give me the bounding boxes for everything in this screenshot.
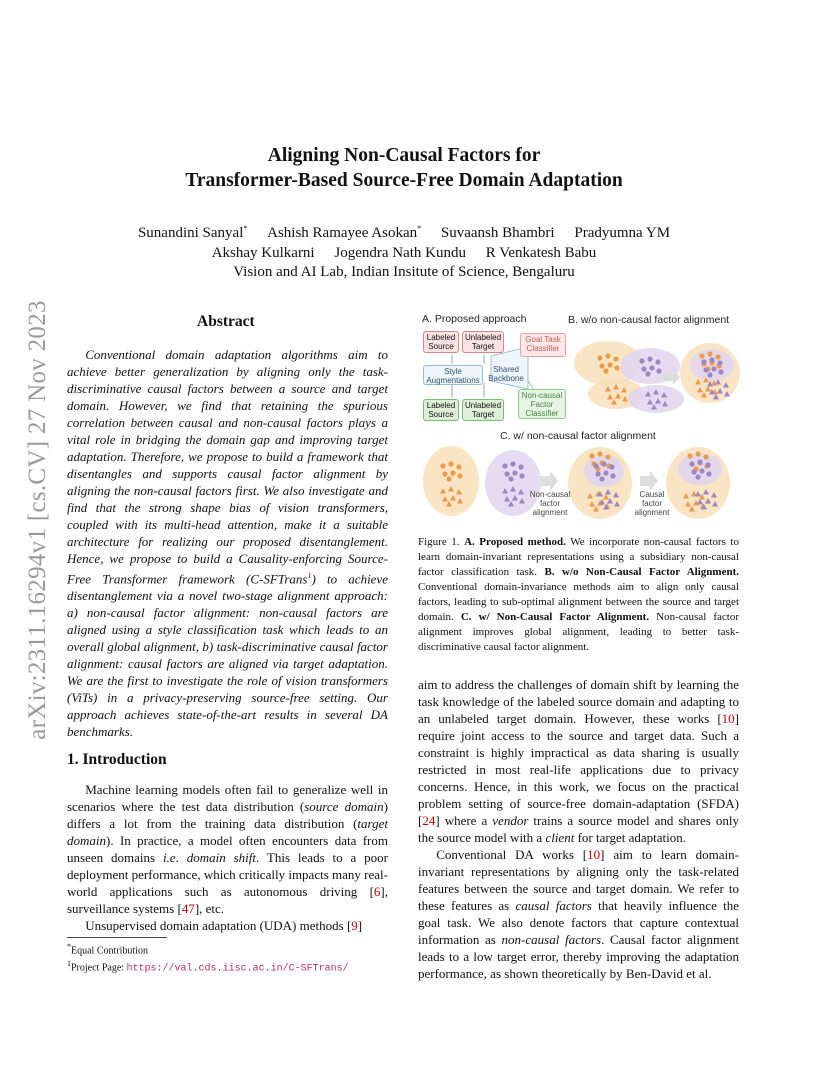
cluster-dot — [697, 459, 702, 464]
project-url-link[interactable]: https://val.cds.iisc.ac.in/C-SFTrans/ — [126, 963, 349, 975]
title-line-1: Aligning Non-Causal Factors for — [267, 145, 541, 166]
footnote-project-page: $^1$Project Page: https://val.cds.iisc.ac.in/C-SFTrans/ — [67, 959, 349, 975]
footnote-divider — [67, 937, 167, 938]
citation-link[interactable]: 10 — [721, 711, 735, 726]
goal-task-classifier-box: Goal Task Classifier — [520, 333, 566, 357]
cluster-dot — [707, 372, 712, 377]
cluster-dot — [647, 356, 652, 361]
shared-backbone-label: Shared Backbone — [488, 365, 524, 383]
arxiv-identifier: arXiv:2311.16294v1 [cs.CV] 27 Nov 2023 — [24, 300, 51, 740]
author: Akshay Kulkarni — [211, 244, 315, 261]
cluster-dot — [706, 471, 711, 476]
labeled-source-box-bottom: Labeled Source — [423, 399, 459, 421]
abstract-text: Conventional domain adaptation algorithms aim to achieve better generalization by aligning only the task-discriminative causal factors between a source and target domain. However, we find that retaining the spurious correlation between causal and non-causal factors plays a vital role in bridging the domain gap and improving target adaptation. Therefore, we propose to build a framework that disentangles and supports causal factor alignment by aligning the non-causal factors first. We also investigate and find that the strong shape bias of vision transformers, coupled with its multi-head attention, make it a suitable architecture for realizing our proposed disentanglement. Hence, we propose to build a Causality-enforcing Source-Free Transformer framework (C-SFTrans$^1$) to achieve disentanglement via a novel two-stage alignment approach: a) non-causal factor alignment: non-causal factors are aligned using a style classification task which leads to an overall global alignment, b) task-discriminative causal factor alignment: causal factors are aligned via target adaptation. We are the first to investigate the role of vision transformers (ViTs) in a privacy-preserving source-free setting. Our approach achieves state-of-the-art results in several DA benchmarks. — [67, 347, 388, 740]
cluster-dot — [711, 366, 716, 371]
cluster-dot — [456, 464, 461, 469]
cluster-dot — [504, 471, 509, 476]
footnote-equal-contribution: *Equal Contribution — [67, 942, 148, 957]
cluster-dot — [597, 451, 602, 456]
citation-link[interactable]: 6 — [373, 884, 381, 899]
cluster-dot — [603, 368, 608, 373]
cluster-dot — [502, 463, 507, 468]
section-heading-introduction: 1. Introduction — [67, 751, 167, 768]
author: Pradyumna YM — [574, 225, 671, 241]
cluster-dot — [707, 351, 712, 356]
labeled-source-box: Labeled Source — [423, 331, 459, 353]
cluster-dot — [645, 371, 650, 376]
cluster-dot — [655, 359, 660, 364]
citation-link[interactable]: 9 — [351, 918, 358, 933]
cluster-dot — [689, 461, 694, 466]
cluster-dot — [450, 470, 455, 475]
cluster-dot — [649, 365, 654, 370]
cluster-dot — [519, 473, 524, 478]
cluster-dot — [595, 471, 600, 476]
cluster-dot — [705, 462, 710, 467]
cluster-dot — [457, 473, 462, 478]
non-causal-alignment-label: Non-causal factor alignment — [529, 490, 571, 517]
paragraph: aim to address the challenges of domain shift by learning the task knowledge of the labeled source domain and adapting to an unlabeled target domain. However, these works [10] require joint access to the source and target data. Such a constraint is highly impractical as data sharing is usually restricted in most real-life applications due to privacy concerns. Hence, in this work, we focus on the practical problem setting of source-free domain-adaptation (SFDA) [24] where a vendor trains a source model and shares only the source model with a client for target adaptation. — [418, 677, 739, 845]
cluster-dot — [687, 453, 692, 458]
cluster-dot — [512, 470, 517, 475]
cluster-dot — [601, 461, 606, 466]
cluster-dot — [613, 356, 618, 361]
right-column-text — [418, 676, 739, 982]
cluster-dot — [599, 476, 604, 481]
non-causal-factor-classifier-box: Non-causal Factor Classifier — [518, 389, 566, 419]
affiliation: Vision and AI Lab, Indian Insitute of Science, Bengaluru — [233, 264, 575, 280]
cluster-dot — [701, 359, 706, 364]
figure-panel-b-label: B. w/o non-causal factor alignment — [568, 314, 730, 326]
cluster-dot — [703, 454, 708, 459]
causal-alignment-label: Causal factor alignment — [634, 490, 670, 517]
title-line-2: Transformer-Based Source-Free Domain Adaptation — [185, 170, 623, 191]
footnotes — [67, 940, 397, 976]
unlabeled-target-box: Unlabeled Target — [462, 331, 504, 353]
cluster-dot — [691, 469, 696, 474]
figure-panel-a-label: A. Proposed approach — [422, 313, 527, 325]
cluster-dot — [442, 471, 447, 476]
cluster-dot — [605, 353, 610, 358]
cluster-dot — [639, 358, 644, 363]
paragraph: Machine learning models often fail to generalize well in scenarios where the test data distribution (source domain) differs a lot from the training data distribution (target domain). In practice, a model often encounters data from unseen domains i.e. domain shift. This leads to a poor deployment performance, which critically impacts many real-world applications such as autonomous driving [6], surveillance systems [47], etc. — [67, 782, 389, 916]
author: Jogendra Nath Kundu — [334, 244, 466, 261]
paper-title — [100, 143, 708, 193]
abstract-heading: Abstract — [197, 313, 255, 330]
cluster-dot — [695, 451, 700, 456]
cluster-dot — [715, 354, 720, 359]
figure-caption: Figure 1. A. Proposed method. We incorporate non-causal factors to learn domain-invariant representations using a subsidiary non-causal factor classification task. B. w/o Non-Causal Factor Alignment. Conventional domain-invariance methods aim to align only causal factors, leading to sub-optimal alignment between the source and target domain. C. w/ Non-Causal Factor Alignment. Non-causal factor alignment improves global alignment, leading to better task-discriminative causal factor alignment. — [418, 536, 739, 653]
author: R Venkatesh Babu — [485, 244, 597, 261]
cluster-dot — [510, 461, 515, 466]
unlabeled-target-box-bottom: Unlabeled Target — [462, 399, 504, 421]
cluster-dot — [446, 476, 451, 481]
author-block — [100, 219, 708, 283]
cluster-dot — [614, 365, 619, 370]
cluster-dot — [518, 464, 523, 469]
cluster-dot — [718, 369, 723, 374]
cluster-dot — [717, 360, 722, 365]
paragraph: Conventional DA works [10] aim to learn domain-invariant representations by aligning only the task-related features between the source and target domain. We refer to these features as causal factors that heavily influence the goal task. We also denote factors that capture contextual information as non-causal factors. Causal factor alignment leads to a low target error, thereby improving the adaptation performance, as shown theoretically by Ben-David et al. — [418, 847, 739, 981]
author: Sunandini Sanyal* — [137, 224, 248, 241]
cluster-dot — [609, 464, 614, 469]
paragraph: Unsupervised domain adaptation (UDA) methods [9] — [85, 918, 363, 933]
cluster-dot — [589, 453, 594, 458]
cluster-dot — [607, 362, 612, 367]
author: Ashish Ramayee Asokan* — [267, 224, 422, 241]
cluster-dot — [440, 463, 445, 468]
style-augmentations-box: Style Augmentations — [423, 365, 483, 385]
cluster-dot — [709, 357, 714, 362]
cluster-dot — [699, 468, 704, 473]
introduction-text — [67, 781, 388, 934]
figure-1 — [418, 311, 742, 523]
cluster-dot — [703, 367, 708, 372]
cluster-dot — [593, 463, 598, 468]
cluster-dot — [699, 353, 704, 358]
cluster-dot — [508, 476, 513, 481]
cluster-dot — [597, 355, 602, 360]
cluster-dot — [610, 473, 615, 478]
arxiv-sidebar — [20, 280, 56, 760]
cluster-dot — [605, 454, 610, 459]
cluster-dot — [641, 366, 646, 371]
figure-panel-c-label: C. w/ non-causal factor alignment — [500, 430, 656, 442]
cluster-dot — [599, 363, 604, 368]
citation-link[interactable]: 24 — [422, 813, 436, 828]
citation-link[interactable]: 10 — [587, 847, 601, 862]
cluster-dot — [656, 368, 661, 373]
cluster-dot — [695, 474, 700, 479]
citation-link[interactable]: 47 — [181, 901, 195, 916]
cluster-dot — [603, 470, 608, 475]
cluster-dot — [448, 461, 453, 466]
author: Suvaansh Bhambri — [440, 225, 555, 241]
